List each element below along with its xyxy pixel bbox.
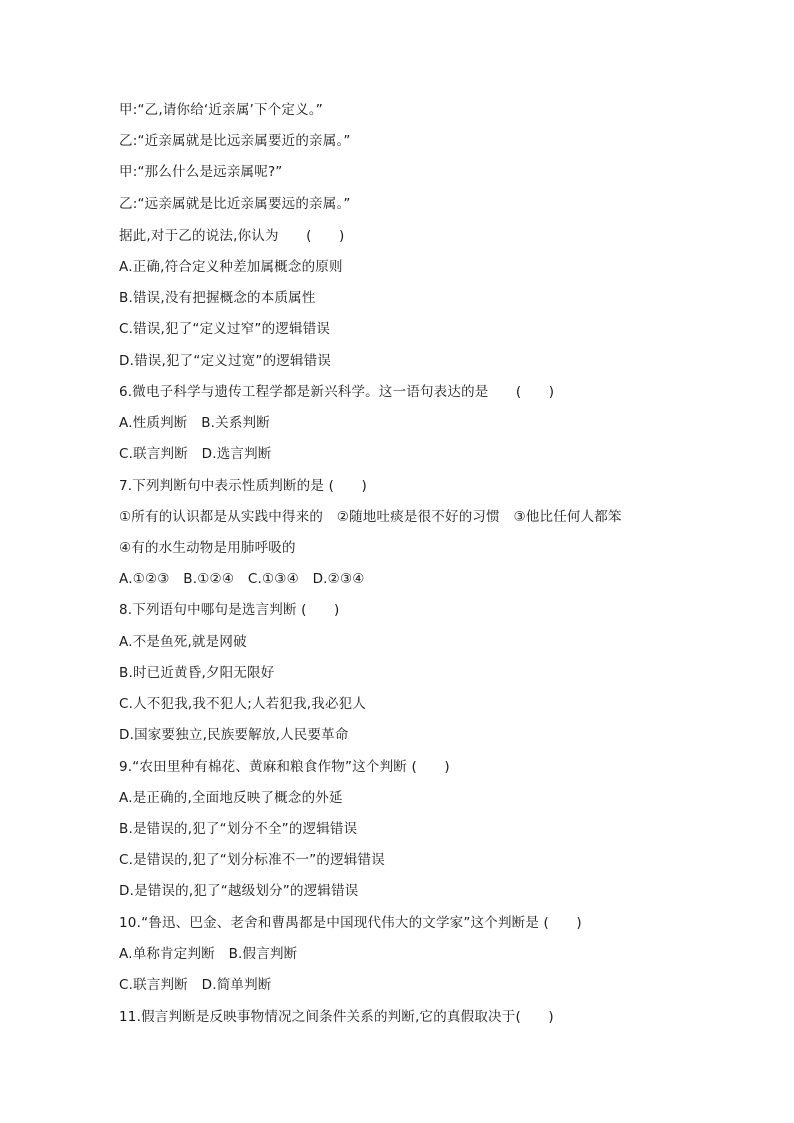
question-5-option-c: C.错误,犯了“定义过窄”的逻辑错误 bbox=[119, 321, 331, 337]
question-11-stem: 11.假言判断是反映事物情况之间条件关系的判断,它的真假取决于( ) bbox=[119, 1009, 554, 1025]
question-10-options-cd: C.联言判断 D.简单判断 bbox=[119, 977, 272, 993]
question-8-option-a: A.不是鱼死,就是网破 bbox=[119, 634, 247, 650]
question-7-stem: 7.下列判断句中表示性质判断的是 ( ) bbox=[119, 478, 367, 494]
question-8-option-d: D.国家要独立,民族要解放,人民要革命 bbox=[119, 727, 349, 743]
question-5-option-b: B.错误,没有把握概念的本质属性 bbox=[119, 290, 316, 306]
question-7-items-1-3: ①所有的认识都是从实践中得来的 ②随地吐痰是很不好的习惯 ③他比任何人都笨 bbox=[119, 509, 622, 525]
question-9-option-a: A.是正确的,全面地反映了概念的外延 bbox=[119, 790, 343, 806]
dialogue-line-1: 甲:“乙,请你给‘近亲属’下个定义。” bbox=[119, 102, 323, 118]
question-6-options-ab: A.性质判断 B.关系判断 bbox=[119, 415, 270, 431]
question-8-option-c: C.人不犯我,我不犯人;人若犯我,我必犯人 bbox=[119, 696, 367, 712]
dialogue-line-2: 乙:“近亲属就是比远亲属要近的亲属。” bbox=[119, 133, 351, 149]
question-7-item-4: ④有的水生动物是用肺呼吸的 bbox=[119, 540, 296, 556]
question-9-option-b: B.是错误的,犯了“划分不全”的逻辑错误 bbox=[119, 821, 358, 837]
question-10-stem: 10.“鲁迅、巴金、老舍和曹禺都是中国现代伟大的文学家”这个判断是 ( ) bbox=[119, 915, 582, 931]
question-6-options-cd: C.联言判断 D.选言判断 bbox=[119, 446, 272, 462]
question-10-options-ab: A.单称肯定判断 B.假言判断 bbox=[119, 946, 298, 962]
question-9-option-d: D.是错误的,犯了“越级划分”的逻辑错误 bbox=[119, 883, 359, 899]
question-5-stem: 据此,对于乙的说法,你认为 ( ) bbox=[119, 228, 345, 244]
question-5-option-a: A.正确,符合定义种差加属概念的原则 bbox=[119, 259, 343, 275]
question-5-option-d: D.错误,犯了“定义过宽”的逻辑错误 bbox=[119, 353, 332, 369]
dialogue-line-4: 乙:“远亲属就是比近亲属要远的亲属。” bbox=[119, 196, 351, 212]
question-8-stem: 8.下列语句中哪句是选言判断 ( ) bbox=[119, 602, 340, 618]
question-7-options: A.①②③ B.①②④ C.①③④ D.②③④ bbox=[119, 571, 365, 587]
question-6-stem: 6.微电子科学与遗传工程学都是新兴科学。这一语句表达的是 ( ) bbox=[119, 384, 555, 400]
dialogue-line-3: 甲:“那么什么是远亲属呢?” bbox=[119, 164, 283, 180]
question-9-stem: 9.“农田里种有棉花、黄麻和粮食作物”这个判断 ( ) bbox=[119, 759, 450, 775]
question-9-option-c: C.是错误的,犯了“划分标准不一”的逻辑错误 bbox=[119, 852, 385, 868]
question-8-option-b: B.时已近黄昏,夕阳无限好 bbox=[119, 665, 275, 681]
